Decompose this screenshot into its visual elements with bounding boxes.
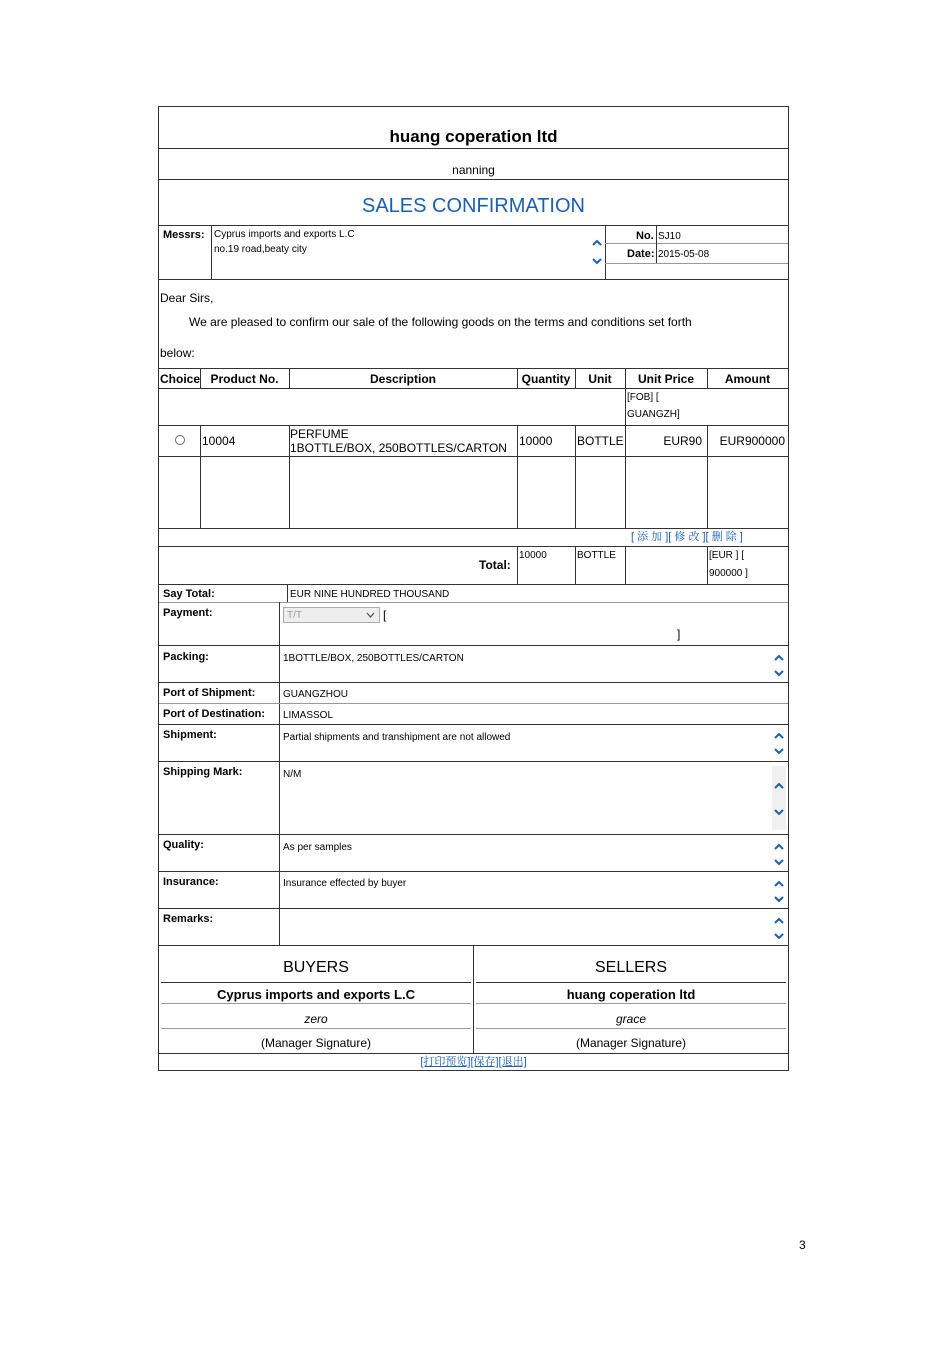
seller-company: huang coperation ltd	[566, 987, 696, 1002]
row-choice-radio[interactable]	[175, 435, 185, 445]
row-description-line1: PERFUME	[290, 427, 349, 441]
company-city: nanning	[452, 163, 495, 177]
quality-scroll-arrows[interactable]	[773, 840, 785, 870]
price-term-line2: GUANGZH]	[627, 409, 680, 420]
row-amount: EUR900000	[719, 434, 785, 448]
insurance-value: Insurance effected by buyer	[283, 878, 407, 889]
payment-label: Payment:	[163, 607, 213, 619]
packing-value: 1BOTTLE/BOX, 250BOTTLES/CARTON	[283, 653, 464, 664]
total-quantity: 10000	[519, 550, 547, 561]
shipping-mark-label: Shipping Mark:	[163, 766, 243, 778]
seller-signature-caption: (Manager Signature)	[575, 1036, 687, 1050]
date-value: 2015-05-08	[658, 249, 710, 260]
row-unit-price: EUR90	[663, 434, 702, 448]
total-amount-line2: 900000 ]	[709, 568, 748, 579]
payment-select-value: T/T	[287, 610, 302, 621]
say-total-value: EUR NINE HUNDRED THOUSAND	[290, 589, 450, 600]
letter-body: We are pleased to confirm our sale of the following goods on the terms and conditions set forth	[189, 315, 692, 329]
row-product-no: 10004	[202, 434, 236, 448]
col-header-unit: Unit	[588, 372, 612, 386]
messrs-scroll-arrows[interactable]	[591, 237, 603, 267]
messrs-label: Messrs:	[163, 229, 205, 241]
insurance-label: Insurance:	[163, 876, 219, 888]
page-number: 3	[799, 1238, 806, 1252]
date-label: Date:	[627, 248, 655, 260]
shipping-mark-scrollbar[interactable]	[772, 766, 786, 830]
buyer-signature: zero	[304, 1012, 328, 1026]
price-term-line1: [FOB] [	[627, 392, 659, 403]
quality-label: Quality:	[163, 839, 204, 851]
company-title: huang coperation ltd	[389, 127, 558, 146]
buyer-company: Cyprus imports and exports L.C	[217, 987, 415, 1002]
sales-confirmation-form	[158, 106, 789, 1071]
packing-label: Packing:	[163, 651, 209, 663]
quality-value: As per samples	[283, 842, 352, 853]
shipment-value: Partial shipments and transhipment are not allowed	[283, 732, 511, 743]
shipment-scroll-arrows[interactable]	[773, 729, 785, 759]
payment-bracket-open: [	[383, 608, 387, 622]
no-label: No.	[636, 230, 654, 242]
col-header-choice: Choice	[160, 372, 201, 386]
messrs-line2: no.19 road,beaty city	[214, 244, 307, 255]
payment-select[interactable]	[283, 607, 380, 623]
col-header-amount: Amount	[724, 372, 771, 386]
col-header-quantity: Quantity	[521, 372, 571, 386]
row-actions-links[interactable]: [ 添 加 ][ 修 改 ][ 删 除 ]	[631, 531, 743, 543]
port-of-shipment-value: GUANGZHOU	[283, 689, 348, 700]
port-of-shipment-label: Port of Shipment:	[163, 687, 256, 699]
total-label: Total:	[479, 558, 511, 572]
port-of-destination-label: Port of Destination:	[163, 708, 266, 720]
shipping-mark-value: N/M	[283, 769, 302, 780]
col-header-description: Description	[369, 372, 436, 386]
footer-action-links[interactable]: [打印预览][保存][退出]	[420, 1056, 527, 1068]
no-value: SJ10	[658, 231, 681, 242]
payment-bracket-close: ]	[677, 627, 681, 641]
row-description-line2: 1BOTTLE/BOX, 250BOTTLES/CARTON	[290, 441, 507, 455]
row-unit: BOTTLE	[577, 434, 624, 448]
buyers-title: BUYERS	[283, 959, 349, 976]
greeting: Dear Sirs,	[160, 291, 214, 305]
total-unit: BOTTLE	[577, 550, 616, 561]
packing-scroll-arrows[interactable]	[773, 651, 785, 681]
seller-signature: grace	[615, 1012, 647, 1026]
messrs-line1: Cyprus imports and exports L.C	[214, 229, 355, 240]
port-of-destination-value: LIMASSOL	[283, 710, 334, 721]
sellers-title: SELLERS	[594, 959, 668, 976]
remarks-scroll-arrows[interactable]	[773, 914, 785, 944]
total-amount-line1: [EUR ] [	[709, 550, 745, 561]
row-quantity: 10000	[519, 434, 553, 448]
buyer-signature-caption: (Manager Signature)	[260, 1036, 372, 1050]
remarks-label: Remarks:	[163, 913, 214, 925]
shipment-label: Shipment:	[163, 729, 217, 741]
col-header-unit-price: Unit Price	[637, 372, 694, 386]
document-title: SALES CONFIRMATION	[362, 195, 585, 217]
say-total-label: Say Total:	[163, 588, 215, 600]
col-header-product-no: Product No.	[210, 372, 279, 386]
chevron-down-icon	[366, 612, 375, 618]
insurance-scroll-arrows[interactable]	[773, 877, 785, 907]
letter-below: below:	[160, 346, 195, 360]
